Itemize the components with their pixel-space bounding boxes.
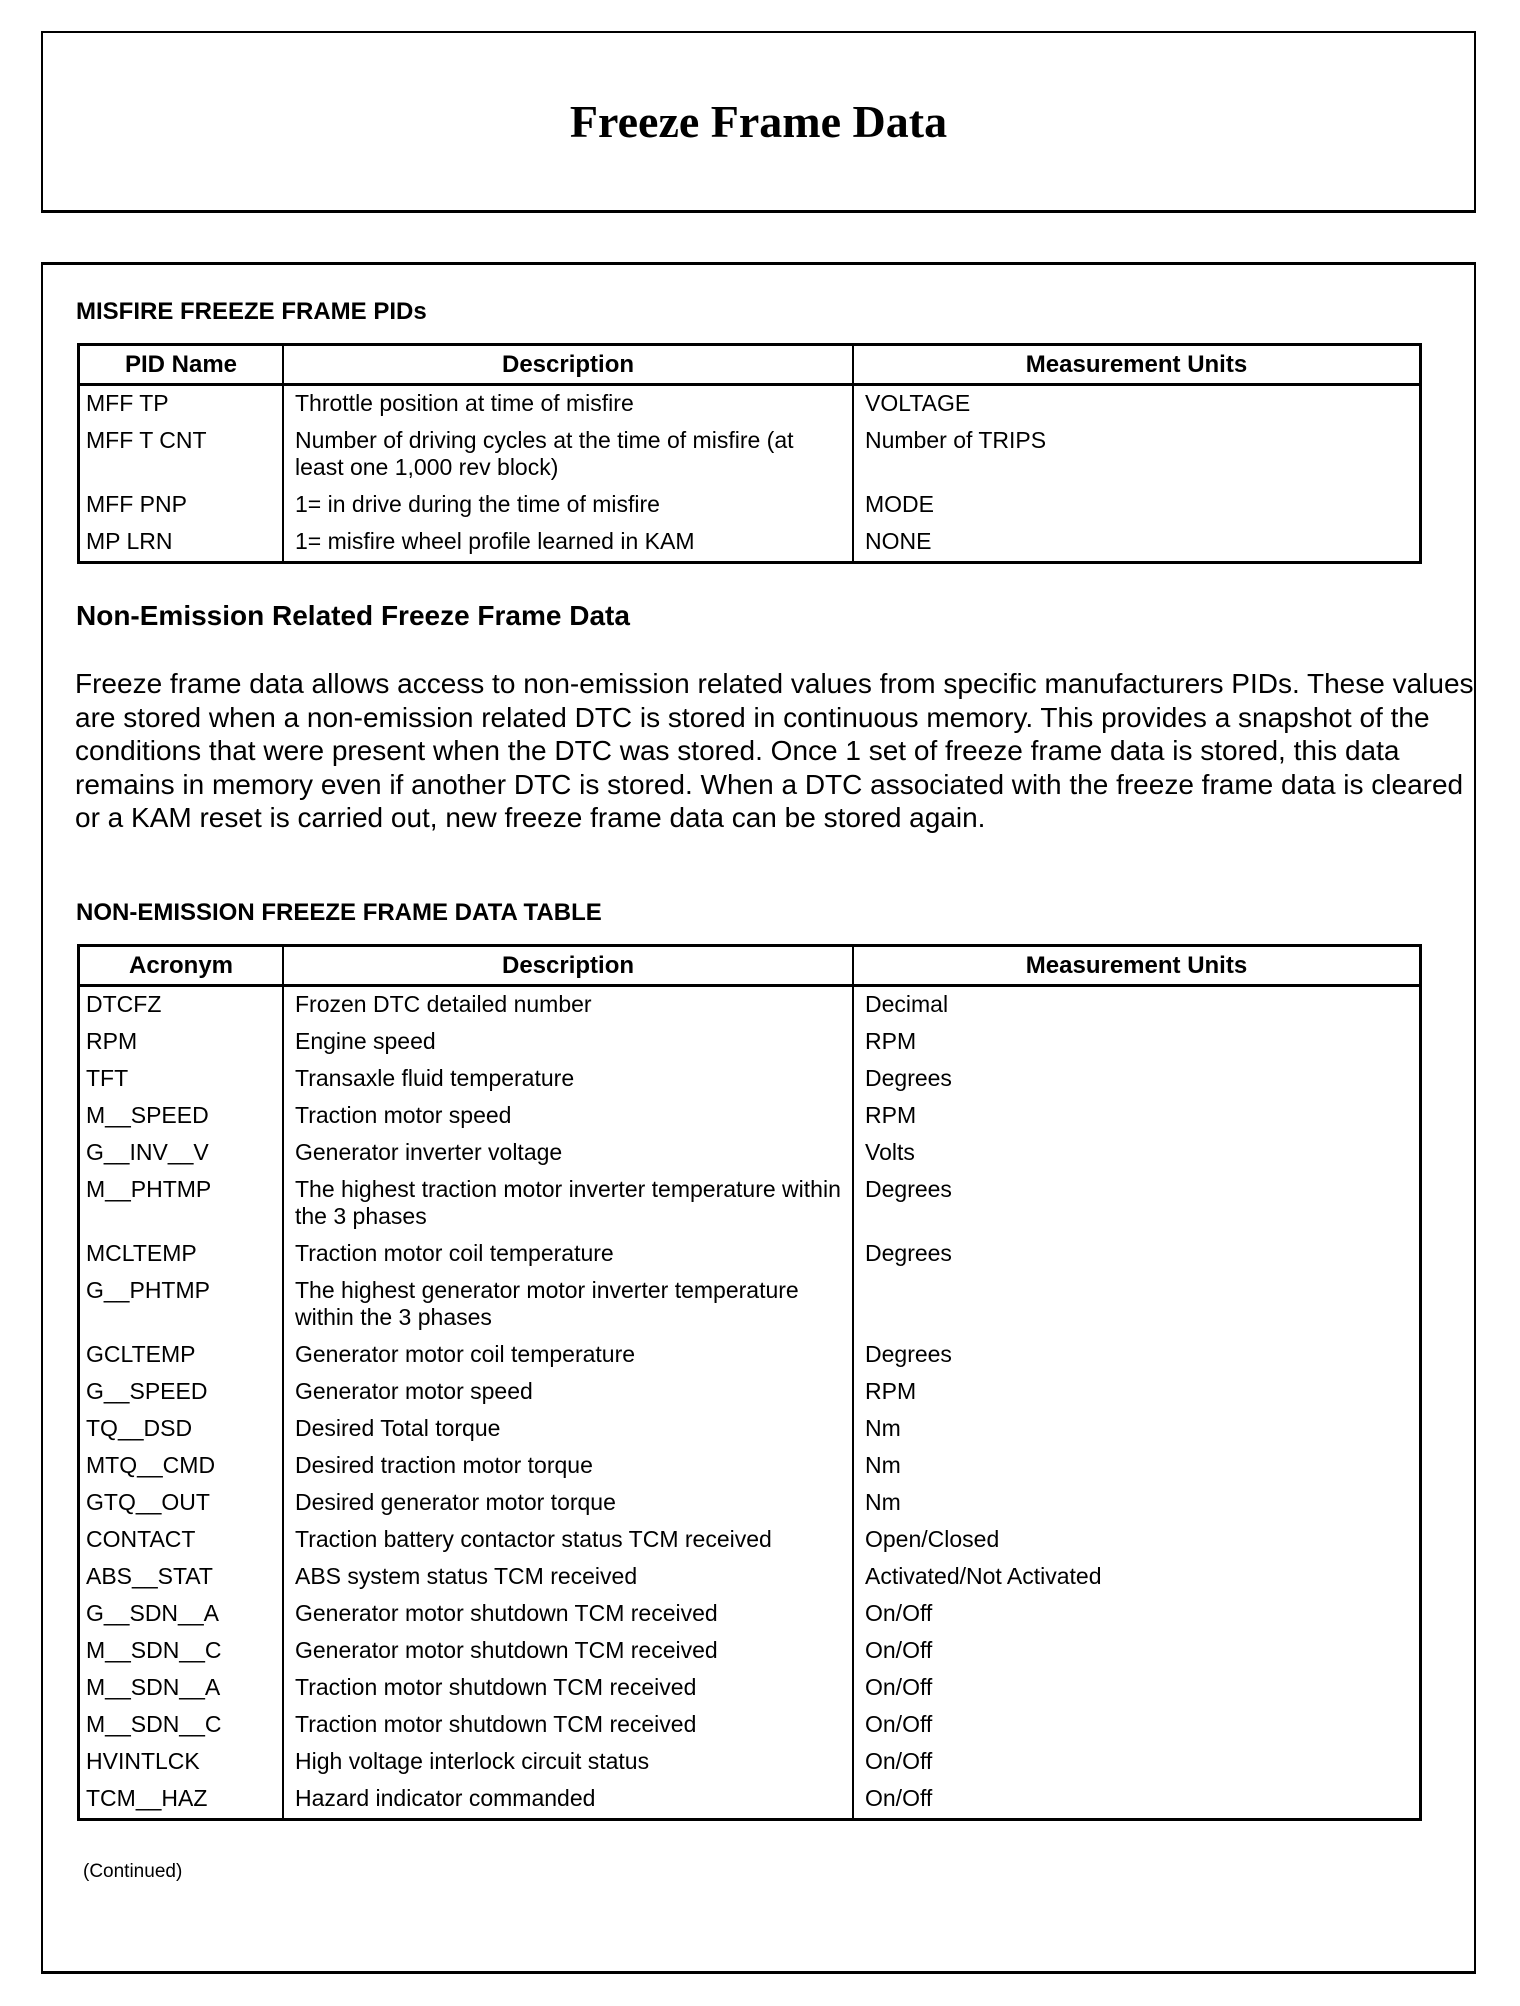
cell-name: MTQ__CMD — [79, 1448, 284, 1485]
title-box — [41, 31, 1476, 213]
cell-description: Generator motor shutdown TCM received — [283, 1596, 853, 1633]
column-header: PID Name — [79, 345, 284, 385]
table-row — [79, 524, 1421, 563]
cell-description: Generator motor speed — [283, 1374, 853, 1411]
description-paragraph: Freeze frame data allows access to non-emission related values from specific manufacturers PIDs. These values are stored when a non-emission related DTC is stored in continuous memory. This provides a snapshot of the conditions that were present when the DTC was stored. Once 1 set of freeze frame data is stored, this data remains in memory even if another DTC is stored. When a DTC associated with the freeze frame data is cleared or a KAM reset is carried out, new freeze frame data can be stored again. — [75, 668, 1474, 833]
cell-units: Volts — [853, 1135, 1421, 1172]
cell-units: MODE — [853, 487, 1421, 524]
cell-units: On/Off — [853, 1744, 1421, 1781]
cell-description: Traction motor shutdown TCM received — [283, 1670, 853, 1707]
cell-description: Traction motor shutdown TCM received — [283, 1707, 853, 1744]
cell-name: RPM — [79, 1024, 284, 1061]
table-row — [79, 1448, 1421, 1485]
cell-description: Traction battery contactor status TCM received — [283, 1522, 853, 1559]
misfire-heading: MISFIRE FREEZE FRAME PIDs — [76, 298, 427, 325]
table-row — [79, 1172, 1421, 1236]
cell-description: Generator inverter voltage — [283, 1135, 853, 1172]
cell-name: DTCFZ — [79, 986, 284, 1025]
cell-units: On/Off — [853, 1781, 1421, 1820]
cell-name: GTQ__OUT — [79, 1485, 284, 1522]
cell-description: Traction motor speed — [283, 1098, 853, 1135]
cell-description: 1= misfire wheel profile learned in KAM — [283, 524, 853, 563]
table-row — [79, 1633, 1421, 1670]
cell-units: Nm — [853, 1485, 1421, 1522]
table-row — [79, 1596, 1421, 1633]
cell-name: MFF T CNT — [79, 423, 284, 487]
cell-units: Nm — [853, 1411, 1421, 1448]
cell-name: GCLTEMP — [79, 1337, 284, 1374]
cell-description: Engine speed — [283, 1024, 853, 1061]
cell-units: RPM — [853, 1374, 1421, 1411]
table-row — [79, 487, 1421, 524]
cell-units: Open/Closed — [853, 1522, 1421, 1559]
cell-description: Generator motor shutdown TCM received — [283, 1633, 853, 1670]
cell-name: G__PHTMP — [79, 1273, 284, 1337]
cell-units — [853, 1273, 1421, 1337]
cell-name: M__SDN__C — [79, 1633, 284, 1670]
cell-name: G__INV__V — [79, 1135, 284, 1172]
cell-units: Nm — [853, 1448, 1421, 1485]
table-row — [79, 1522, 1421, 1559]
cell-description: Transaxle fluid temperature — [283, 1061, 853, 1098]
table-row — [79, 1024, 1421, 1061]
column-header: Measurement Units — [853, 946, 1421, 986]
non-emission-table-heading: NON-EMISSION FREEZE FRAME DATA TABLE — [76, 899, 602, 926]
column-header: Description — [283, 345, 853, 385]
table-row — [79, 1061, 1421, 1098]
table-row — [79, 423, 1421, 487]
table-row — [79, 1485, 1421, 1522]
cell-units: Degrees — [853, 1061, 1421, 1098]
continued-note: (Continued) — [83, 1861, 183, 1882]
table-row — [79, 1273, 1421, 1337]
cell-description: 1= in drive during the time of misfire — [283, 487, 853, 524]
cell-units: Decimal — [853, 986, 1421, 1025]
cell-name: MFF TP — [79, 385, 284, 424]
cell-description: High voltage interlock circuit status — [283, 1744, 853, 1781]
table-row — [79, 1781, 1421, 1820]
column-header: Description — [283, 946, 853, 986]
cell-name: MCLTEMP — [79, 1236, 284, 1273]
table-row — [79, 1374, 1421, 1411]
cell-units: RPM — [853, 1098, 1421, 1135]
cell-name: M__SDN__A — [79, 1670, 284, 1707]
cell-name: CONTACT — [79, 1522, 284, 1559]
cell-name: M__SPEED — [79, 1098, 284, 1135]
column-header: Measurement Units — [853, 345, 1421, 385]
table-header-row — [79, 946, 1421, 986]
non-emission-data-table — [77, 944, 1422, 1821]
cell-name: MP LRN — [79, 524, 284, 563]
table-row — [79, 1411, 1421, 1448]
cell-units: Degrees — [853, 1172, 1421, 1236]
column-header: Acronym — [79, 946, 284, 986]
cell-name: TCM__HAZ — [79, 1781, 284, 1820]
cell-units: On/Off — [853, 1596, 1421, 1633]
cell-description: Traction motor coil temperature — [283, 1236, 853, 1273]
table-row — [79, 986, 1421, 1025]
cell-name: MFF PNP — [79, 487, 284, 524]
cell-name: G__SPEED — [79, 1374, 284, 1411]
cell-description: The highest generator motor inverter temperature within the 3 phases — [283, 1273, 853, 1337]
cell-description: Throttle position at time of misfire — [283, 385, 853, 424]
table-row — [79, 1707, 1421, 1744]
cell-name: HVINTLCK — [79, 1744, 284, 1781]
misfire-pid-table — [77, 343, 1422, 564]
table-row — [79, 1337, 1421, 1374]
cell-name: TQ__DSD — [79, 1411, 284, 1448]
cell-units: Degrees — [853, 1337, 1421, 1374]
cell-units: Degrees — [853, 1236, 1421, 1273]
cell-units: RPM — [853, 1024, 1421, 1061]
table-row — [79, 1670, 1421, 1707]
cell-units: On/Off — [853, 1707, 1421, 1744]
table-row — [79, 1744, 1421, 1781]
cell-name: G__SDN__A — [79, 1596, 284, 1633]
cell-units: On/Off — [853, 1670, 1421, 1707]
cell-name: TFT — [79, 1061, 284, 1098]
cell-description: Hazard indicator commanded — [283, 1781, 853, 1820]
non-emission-heading: Non-Emission Related Freeze Frame Data — [76, 600, 630, 631]
cell-units: Number of TRIPS — [853, 423, 1421, 487]
table-row — [79, 1236, 1421, 1273]
table-header-row — [79, 345, 1421, 385]
table-row — [79, 1098, 1421, 1135]
cell-description: Desired traction motor torque — [283, 1448, 853, 1485]
cell-units: Activated/Not Activated — [853, 1559, 1421, 1596]
cell-description: Desired Total torque — [283, 1411, 853, 1448]
cell-description: ABS system status TCM received — [283, 1559, 853, 1596]
cell-name: M__SDN__C — [79, 1707, 284, 1744]
cell-units: NONE — [853, 524, 1421, 563]
page-title: Freeze Frame Data — [569, 96, 948, 147]
cell-description: Generator motor coil temperature — [283, 1337, 853, 1374]
cell-description: The highest traction motor inverter temperature within the 3 phases — [283, 1172, 853, 1236]
table-row — [79, 385, 1421, 424]
cell-description: Desired generator motor torque — [283, 1485, 853, 1522]
cell-description: Frozen DTC detailed number — [283, 986, 853, 1025]
cell-units: VOLTAGE — [853, 385, 1421, 424]
cell-units: On/Off — [853, 1633, 1421, 1670]
table-row — [79, 1135, 1421, 1172]
cell-name: ABS__STAT — [79, 1559, 284, 1596]
cell-description: Number of driving cycles at the time of misfire (at least one 1,000 rev block) — [283, 423, 853, 487]
cell-name: M__PHTMP — [79, 1172, 284, 1236]
table-row — [79, 1559, 1421, 1596]
